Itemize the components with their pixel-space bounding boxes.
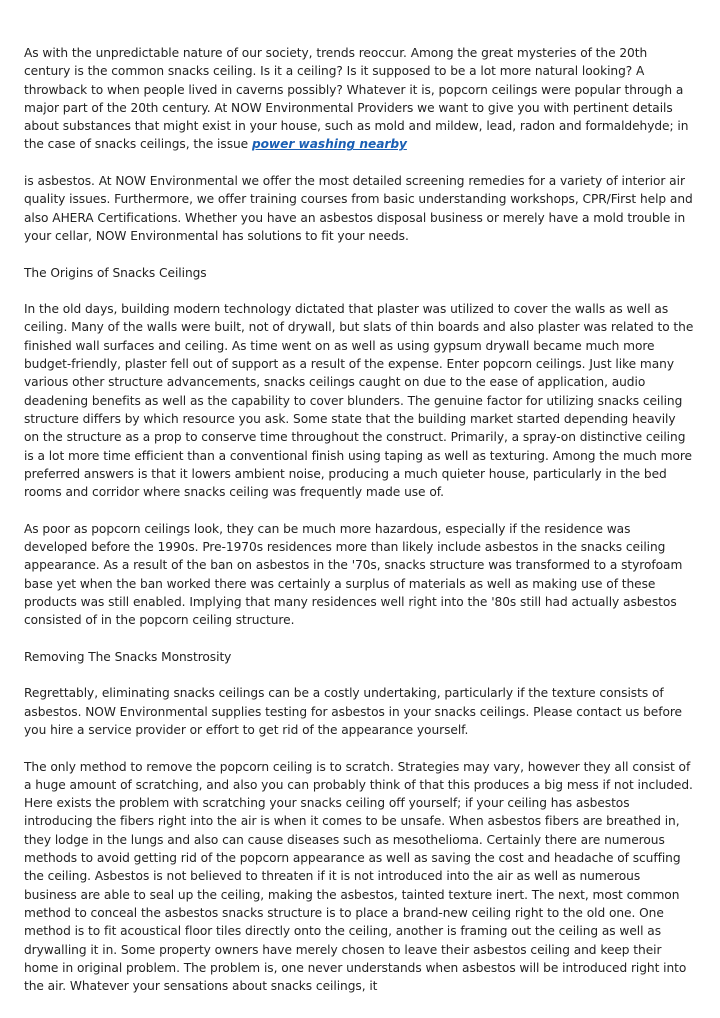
paragraph-intro-text: As with the unpredictable nature of our society, trends reoccur. Among the great mysteries of the 20th century is the common snacks ceiling. Is it a ceiling? Is it supposed to be a lot more natural looking? A throwback to when people lived in caverns possibly? Whatever it is, popcorn ceilings were popular through a major part of the 20th century. At NOW Environmental Providers we want to give you with pertinent details about substances that might exist in your house, such as mold and mildew, lead, radon and formaldehyde; in the case of snacks ceilings, the issue: [24, 46, 689, 152]
power-washing-link[interactable]: power washing nearby: [251, 137, 407, 152]
paragraph-asbestos-services: is asbestos. At NOW Environmental we offer the most detailed screening remedies for a variety of interior air quality issues. Furthermore, we offer training courses from basic understanding workshops, CPR/First help and also AHERA Certifications. Whether you have an asbestos disposal business or merely have a mold trouble in your cellar, NOW Environmental has solutions to fit your needs.: [24, 174, 693, 243]
paragraph-removal-cost: Regrettably, eliminating snacks ceilings can be a costly undertaking, particularly if the texture consists of asbestos. NOW Environmental supplies testing for asbestos in your snacks ceilings. Please contact us before you hire a service provider or effort to get rid of the appearance yourself.: [24, 686, 683, 737]
paragraph-hazards: As poor as popcorn ceilings look, they can be much more hazardous, especially if the residence was developed before the 1990s. Pre-1970s residences more than likely include asbestos in the snacks ceiling appearance. As a result of the ban on asbestos in the '70s, snacks structure was transformed to a styrofoam base yet when the ban worked there was certainly a surplus of materials as well as making use of these products was still enabled. Implying that many residences well right into the '80s still had actually asbestos consisted of in the popcorn ceiling structure.: [24, 521, 683, 628]
heading-removing: Removing The Snacks Monstrosity: [24, 649, 232, 664]
paragraph-intro: [24, 44, 694, 154]
article-body: [24, 44, 694, 1014]
heading-origins: The Origins of Snacks Ceilings: [24, 265, 207, 280]
paragraph-scraping: The only method to remove the popcorn ceiling is to scratch. Strategies may vary, however they all consist of a huge amount of scratching, and also you can probably think of that this produces a big mess if not included. Here exists the problem with scratching your snacks ceiling off yourself; if your ceiling has asbestos introducing the fibers right into the air is when it comes to be unsafe. When asbestos fibers are breathed in, they lodge in the lungs and also can cause diseases such as mesothelioma. Certainly there are numerous methods to avoid getting rid of the popcorn appearance as well as saving the cost and headache of scuffing the ceiling. Asbestos is not believed to threaten if it is not introduced into the air as well as numerous business are able to seal up the ceiling, making the asbestos, tainted texture inert. The next, most common method to conceal the asbestos snacks structure is to place a brand-new ceiling right to the old one. One method is to fit acoustical floor tiles directly onto the ceiling, another is framing out the ceiling as well as drywalling it in. Some property owners have merely chosen to leave their asbestos ceiling and keep their home in original problem. The problem is, one never understands when asbestos will be introduced right into the air. Whatever your sensations about snacks ceilings, it: [24, 759, 693, 994]
paragraph-origins: In the old days, building modern technology dictated that plaster was utilized to cover the walls as well as ceiling. Many of the walls were built, not of drywall, but slats of thin boards and also plaster was related to the finished wall surfaces and ceiling. As time went on as well as using gypsum drywall became much more budget-friendly, plaster fell out of support as a result of the expense. Enter popcorn ceilings. Just like many various other structure advancements, snacks ceilings caught on due to the ease of application, audio deadening benefits as well as the capability to cover blunders. The genuine factor for utilizing snacks ceiling structure differs by which resource you ask. Some state that the building market started depending heavily on the structure as a prop to conserve time throughout the construct. Primarily, a spray-on distinctive ceiling is a lot more time efficient than a conventional finish using taping as well as texturing. Among the much more preferred answers is that it lowers ambient noise, producing a much quieter house, particularly in the bed rooms and corridor where snacks ceiling was frequently made use of.: [24, 302, 694, 500]
